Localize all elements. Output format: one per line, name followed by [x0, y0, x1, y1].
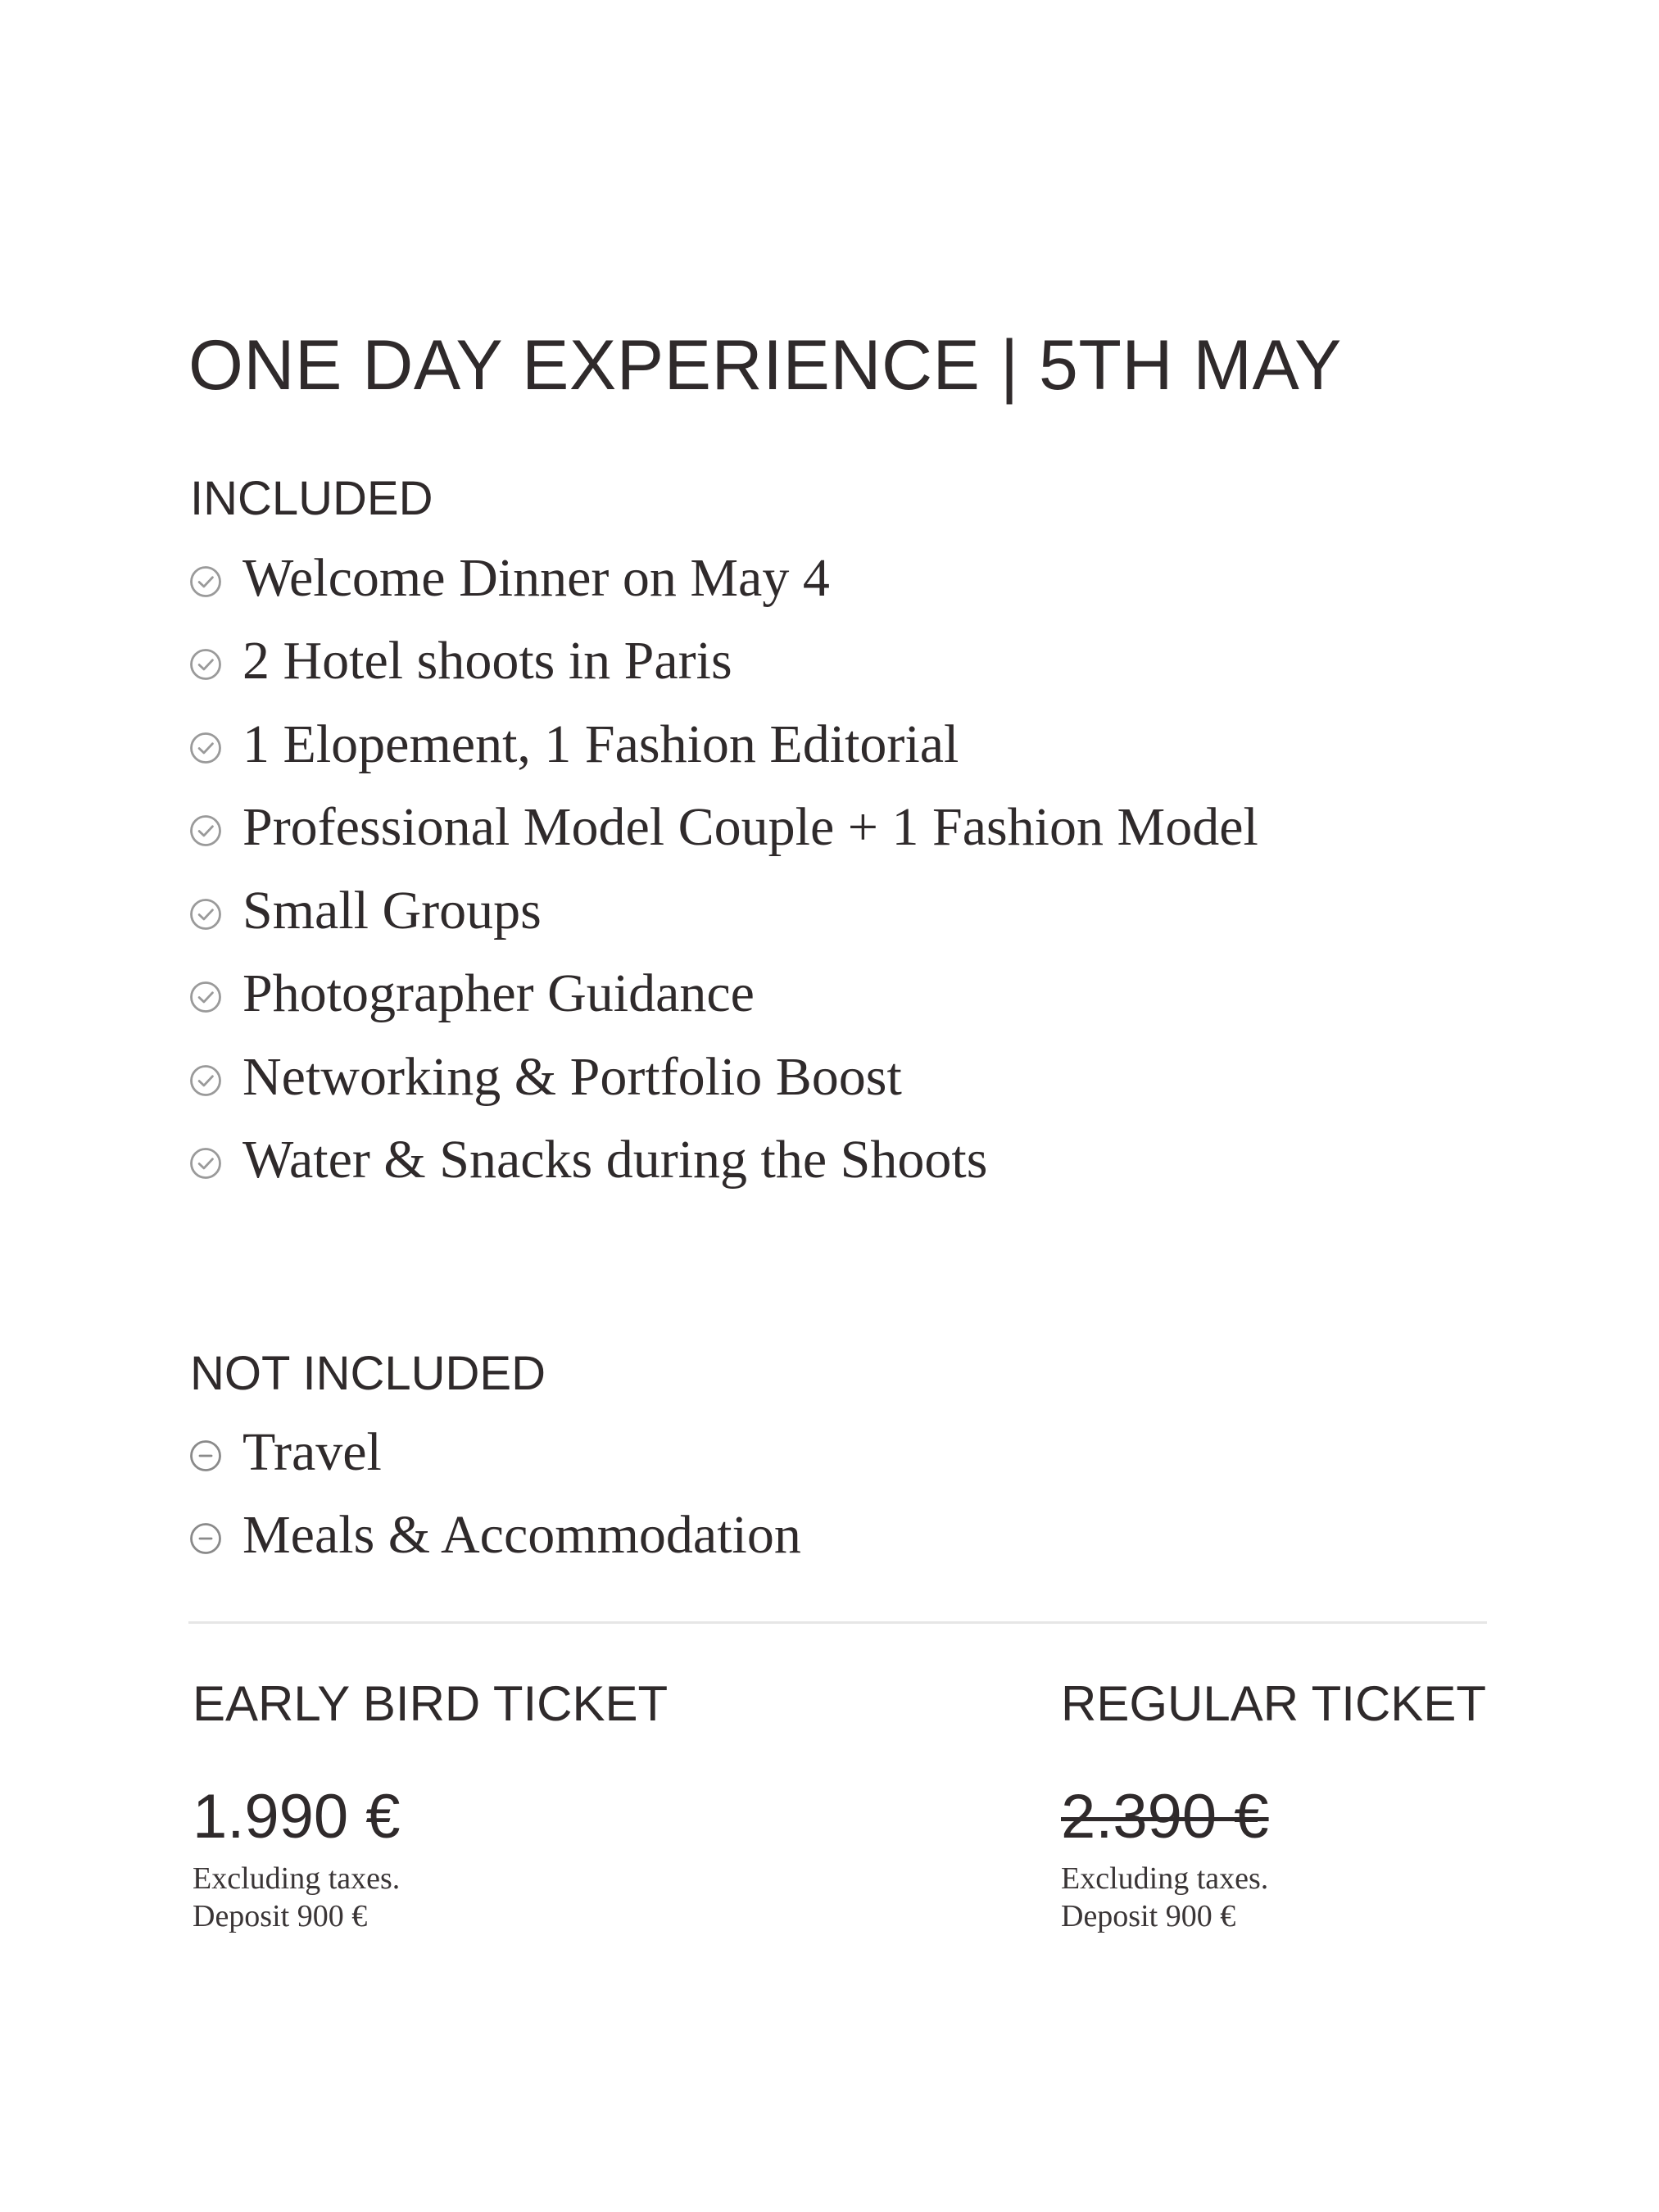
minus-circle-icon [188, 1521, 223, 1556]
early-bird-ticket [193, 1676, 669, 1935]
included-list [188, 537, 1258, 1202]
ticket-note-deposit: Deposit 900 € [193, 1899, 368, 1933]
list-item [188, 1036, 1258, 1119]
ticket-title: REGULAR TICKET [1061, 1676, 1486, 1731]
list-item-label: Welcome Dinner on May 4 [243, 547, 830, 608]
divider [188, 1621, 1487, 1624]
list-item [188, 869, 1258, 953]
list-item [188, 1494, 801, 1578]
list-item-label: Networking & Portfolio Boost [243, 1046, 902, 1107]
ticket-price: 1.990 € [193, 1782, 401, 1852]
check-circle-icon [188, 814, 223, 848]
list-item [188, 953, 1258, 1036]
list-item [188, 620, 1258, 704]
check-circle-icon [188, 980, 223, 1014]
page-title: ONE DAY EXPERIENCE | 5TH MAY [188, 325, 1342, 405]
list-item-label: Photographer Guidance [243, 963, 755, 1024]
list-item [188, 1411, 801, 1494]
list-item-label: 2 Hotel shoots in Paris [243, 631, 732, 691]
list-item [188, 786, 1258, 870]
list-item [188, 703, 1258, 786]
list-item-label: Professional Model Couple + 1 Fashion Model [243, 797, 1258, 858]
ticket-note-taxes: Excluding taxes. [1061, 1861, 1269, 1896]
ticket-title: EARLY BIRD TICKET [193, 1676, 669, 1731]
not-included-heading: NOT INCLUDED [190, 1347, 546, 1400]
list-item-label: Travel [243, 1421, 382, 1482]
check-circle-icon [188, 647, 223, 682]
list-item [188, 1119, 1258, 1203]
check-circle-icon [188, 1063, 223, 1098]
not-included-list [188, 1411, 801, 1577]
check-circle-icon [188, 897, 223, 931]
minus-circle-icon [188, 1439, 223, 1473]
check-circle-icon [188, 564, 223, 599]
list-item-label: Water & Snacks during the Shoots [243, 1130, 988, 1190]
list-item-label: 1 Elopement, 1 Fashion Editorial [243, 714, 959, 774]
regular-ticket [1061, 1676, 1486, 1935]
list-item [188, 537, 1258, 620]
ticket-price-struck: 2.390 € [1061, 1782, 1269, 1852]
included-heading: INCLUDED [190, 472, 433, 525]
list-item-label: Small Groups [243, 880, 542, 941]
ticket-note-taxes: Excluding taxes. [193, 1861, 401, 1896]
ticket-note-deposit: Deposit 900 € [1061, 1899, 1236, 1933]
check-circle-icon [188, 1146, 223, 1181]
check-circle-icon [188, 731, 223, 765]
list-item-label: Meals & Accommodation [243, 1505, 801, 1566]
